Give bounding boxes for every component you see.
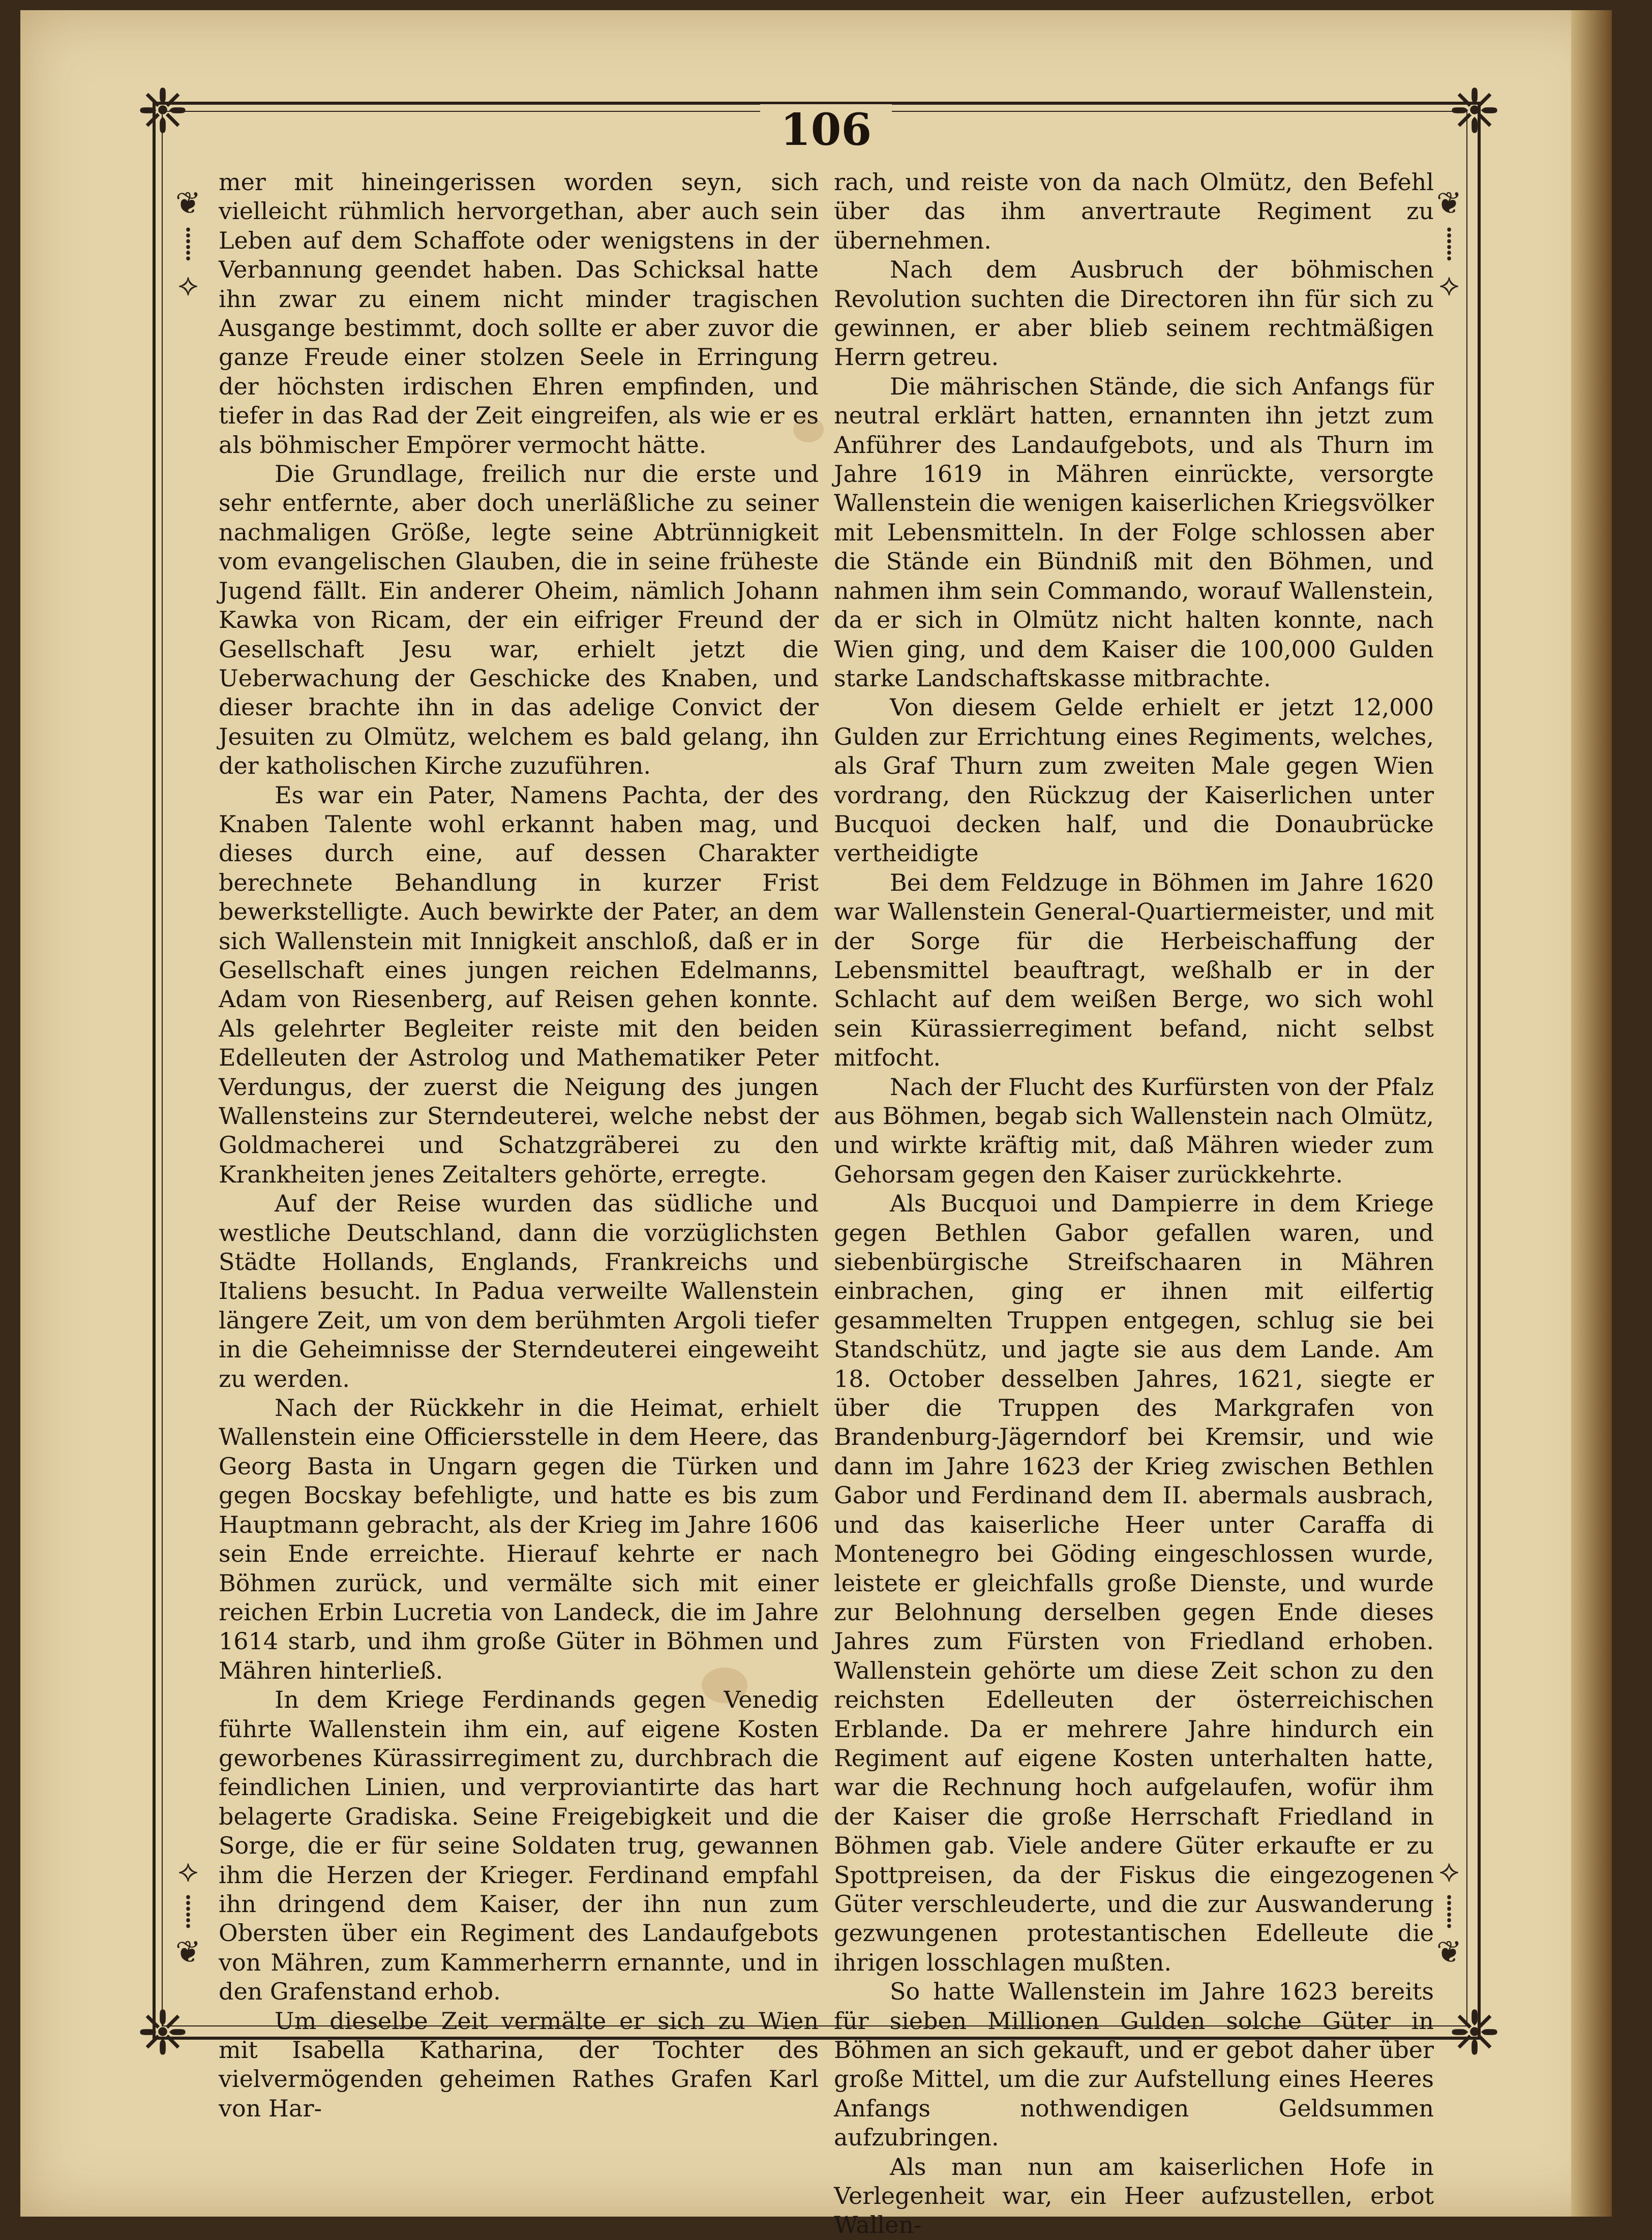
corner-ornament-bottom-left: ❈	[137, 1998, 189, 2069]
paragraph: Als man nun am kaiserlichen Hofe in Verlegenheit war, ein Heer aufzustellen, erbot Wallen-	[834, 2153, 1434, 2239]
corner-ornament-top-left: ❈	[137, 76, 189, 147]
paragraph: Um dieselbe Zeit vermälte er sich zu Wien mit Isabella Katharina, der Tochter des vielvermögenden geheimen Rathes Grafen Karl von Har-	[219, 2007, 819, 2122]
paragraph: rach, und reiste von da nach Olmütz, den Befehl über das ihm anvertraute Regiment zu übernehmen.	[834, 168, 1434, 254]
side-ornament-right-bottom: ⟡ ⸽ ❦	[1436, 1853, 1462, 1970]
paragraph: Nach der Rückkehr in die Heimat, erhielt Wallenstein eine Officiersstelle in dem Heere, das Georg Basta in Ungarn gegen die Türken und gegen Bocskay befehligte, und hatte es bis zum Hauptmann gebracht, als der Krieg im Jahre 1606 sein Ende erreichte. Hierauf kehrte er nach Böhmen zurück, und vermälte sich mit einer reichen Erbin Lucretia von Landeck, die im Jahre 1614 starb, und ihm große Güter in Böhmen und Mähren hinterließ.	[219, 1394, 819, 1684]
paragraph: So hatte Wallenstein im Jahre 1623 bereits für sieben Millionen Gulden solche Güter in Böhmen an sich gekauft, und er gebot daher über große Mittel, um die zur Aufstellung eines Heeres Anfangs nothwendigen Geldsummen aufzubringen.	[834, 1978, 1434, 2152]
side-ornament-right-top: ❦ ⸽ ⟡	[1436, 186, 1462, 302]
paragraph: In dem Kriege Ferdinands gegen Venedig führte Wallenstein ihm ein, auf eigene Kosten geworbenes Kürassirregiment zu, durchbrach die feindlichen Linien, und verproviantirte das hart belagerte Gradiska. Seine Freigebigkeit und die Sorge, die er für seine Soldaten trug, gewannen ihm die Herzen der Krieger. Ferdinand empfahl ihn dringend dem Kaiser, der ihn nun zum Obersten über ein Regiment des Landaufgebots von Mähren, zum Kammerherrn ernannte, und in den Grafenstand erhob.	[219, 1686, 819, 2006]
paragraph: Nach dem Ausbruch der böhmischen Revolution suchten die Directoren ihn für sich zu gewinnen, er aber blieb seinem rechtmäßigen Herrn getreu.	[834, 256, 1434, 371]
side-ornament-left-top: ❦ ⸽ ⟡	[175, 186, 201, 302]
page-number: 106	[760, 104, 892, 156]
corner-ornament-bottom-right: ❈	[1449, 1998, 1500, 2069]
corner-ornament-top-right: ❈	[1449, 76, 1500, 147]
text-column-right	[834, 168, 1434, 2239]
paragraph: Es war ein Pater, Namens Pachta, der des Knaben Talente wohl erkannt haben mag, und dieses durch eine, auf dessen Charakter berechnete Behandlung in kurzer Frist bewerkstelligte. Auch bewirkte der Pater, an dem sich Wallenstein mit Innigkeit anschloß, daß er in Gesellschaft eines jungen reichen Edelmanns, Adam von Riesenberg, auf Reisen gehen konnte. Als gelehrter Begleiter reiste mit den beiden Edelleuten der Astrolog und Mathematiker Peter Verdungus, der zuerst die Neigung des jungen Wallensteins zur Sterndeuterei, welche nebst der Goldmacherei und Schatzgräberei zu den Krankheiten jenes Zeitalters gehörte, erregte.	[219, 781, 819, 1188]
paragraph: Bei dem Feldzuge in Böhmen im Jahre 1620 war Wallenstein General-Quartiermeister, und mit der Sorge für die Herbeischaffung der Lebensmittel beauftragt, weßhalb er in der Schlacht auf dem weißen Berge, wo sich wohl sein Kürassierregiment befand, nicht selbst mitfocht.	[834, 868, 1434, 1072]
paragraph: Als Bucquoi und Dampierre in dem Kriege gegen Bethlen Gabor gefallen waren, und siebenbürgische Streifschaaren in Mähren einbrachen, ging er ihnen mit eilfertig gesammelten Truppen entgegen, schlug sie bei Standschütz, und jagte sie aus dem Lande. Am 18. October desselben Jahres, 1621, siegte er über die Truppen des Markgrafen von Brandenburg-Jägerndorf bei Kremsir, und wie dann im Jahre 1623 der Krieg zwischen Bethlen Gabor und Ferdinand dem II. abermals ausbrach, und das kaiserliche Heer unter Caraffa di Montenegro bei Göding eingeschlossen wurde, leistete er gleichfalls große Dienste, und wurde zur Belohnung derselben gegen Ende dieses Jahres zum Fürsten von Friedland erhoben. Wallenstein gehörte um diese Zeit schon zu den reichsten Edelleuten der österreichischen Erblande. Da er mehrere Jahre hindurch ein Regiment auf eigene Kosten unterhalten hatte, war die Rechnung hoch aufgelaufen, wofür ihm der Kaiser die große Herrschaft Friedland in Böhmen gab. Viele andere Güter erkaufte er zu Spottpreisen, da der Fiskus die eingezogenen Güter verschleuderte, und die zur Auswanderung gezwungenen protestantischen Edelleute die ihrigen losschlagen mußten.	[834, 1190, 1434, 1976]
paragraph: Die Grundlage, freilich nur die erste und sehr entfernte, aber doch unerläßliche zu seiner nachmaligen Größe, legte seine Abtrünnigkeit vom evangelischen Glauben, die in seine früheste Jugend fällt. Ein anderer Oheim, nämlich Johann Kawka von Ricam, der ein eifriger Freund der Gesellschaft Jesu war, erhielt jetzt die Ueberwachung der Geschicke des Knaben, und dieser brachte ihn in das adelige Convict der Jesuiten zu Olmütz, welchem es bald gelang, ihn der katholischen Kirche zuzuführen.	[219, 460, 819, 780]
paragraph: Nach der Flucht des Kurfürsten von der Pfalz aus Böhmen, begab sich Wallenstein nach Olmütz, und wirkte kräftig mit, daß Mähren wieder zum Gehorsam gegen den Kaiser zurückkehrte.	[834, 1073, 1434, 1188]
paragraph: Auf der Reise wurden das südliche und westliche Deutschland, dann die vorzüglichsten Städte Hollands, Englands, Frankreichs und Italiens besucht. In Padua verweilte Wallenstein längere Zeit, um von dem berühmten Argoli tiefer in die Geheimnisse der Sterndeuterei eingeweiht zu werden.	[219, 1190, 819, 1393]
paragraph: Die mährischen Stände, die sich Anfangs für neutral erklärt hatten, ernannten ihn jetzt zum Anführer des Landaufgebots, und als Thurn im Jahre 1619 in Mähren einrückte, versorgte Wallenstein die wenigen kaiserlichen Kriegsvölker mit Lebensmitteln. In der Folge schlossen aber die Stände ein Bündniß mit den Böhmen, und nahmen ihm sein Commando, worauf Wallenstein, da er sich in Olmütz nicht halten konnte, nach Wien ging, und dem Kaiser die 100,000 Gulden starke Landschaftskasse mitbrachte.	[834, 372, 1434, 692]
text-column-left	[219, 168, 819, 2122]
paragraph: mer mit hineingerissen worden seyn, sich vielleicht rühmlich hervorgethan, aber auch sein Leben auf dem Schaffote oder wenigstens in der Verbannung geendet haben. Das Schicksal hatte ihn zwar zu einem nicht minder tragischen Ausgange bestimmt, doch sollte er aber zuvor die ganze Freude einer stolzen Seele in Erringung der höchsten irdischen Ehren empfinden, und tiefer in das Rad der Zeit eingreifen, als wie er es als böhmischer Empörer vermocht hätte.	[219, 168, 819, 459]
paragraph: Von diesem Gelde erhielt er jetzt 12,000 Gulden zur Errichtung eines Regiments, welches, als Graf Thurn zum zweiten Male gegen Wien vordrang, den Rückzug der Kaiserlichen unter Bucquoi decken half, und die Donaubrücke vertheidigte	[834, 693, 1434, 867]
page-number-header	[0, 104, 1652, 156]
side-ornament-left-bottom: ⟡ ⸽ ❦	[175, 1853, 201, 1970]
book-spine	[1571, 10, 1612, 2217]
